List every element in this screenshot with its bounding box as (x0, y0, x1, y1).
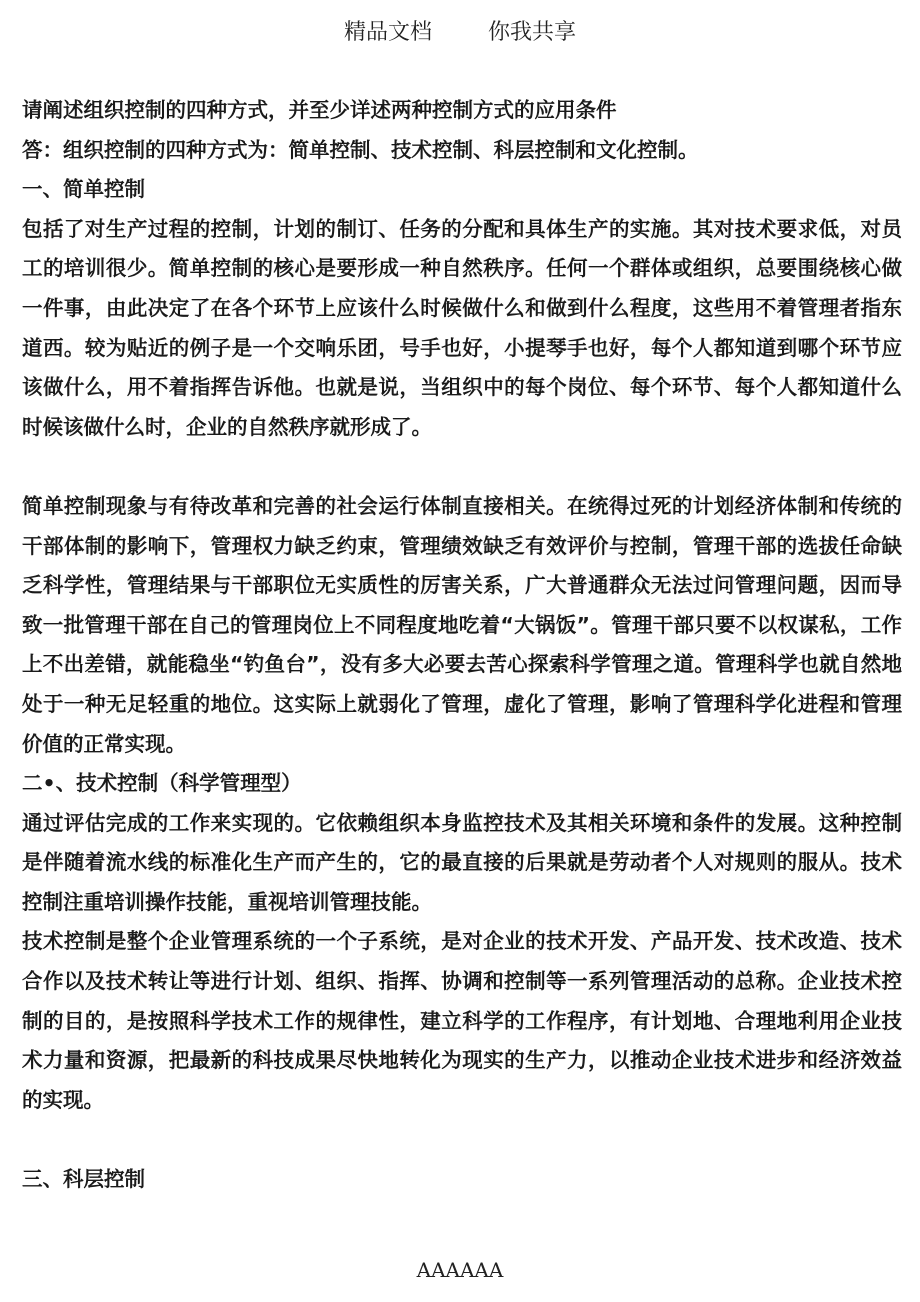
blank-line (22, 447, 902, 487)
page-footer: AAAAAA (416, 1258, 504, 1282)
paragraph: 技术控制是整个企业管理系统的一个子系统，是对企业的技术开发、产品开发、技术改造、技术合作以及技术转让等进行计划、组织、指挥、协调和控制等一系列管理活动的总称。企业技术控制的目的，是按照科学技术工作的规律性，建立科学的工作程序，有计划地、合理地利用企业技术力量和资源，把最新的科技成果尽快地转化为现实的生产力，以推动企业技术进步和经济效益的实现。 (22, 929, 902, 1112)
question-text: 请阐述组织控制的四种方式，并至少详述两种控制方式的应用条件 (22, 98, 617, 122)
paragraph: 包括了对生产过程的控制，计划的制订、任务的分配和具体生产的实施。其对技术要求低，对员工的培训很少。简单控制的核心是要形成一种自然秩序。任何一个群体或组织，总要围绕核心做一件事，由此决定了在各个环节上应该什么时候做什么和做到什么程度，这些用不着管理者指东道西。较为贴近的例子是一个交响乐团，号手也好，小提琴手也好，每个人都知道到哪个环节应该做什么，用不着指挥告诉他。也就是说，当组织中的每个岗位、每个环节、每个人都知道什么时候该做什么时，企业的自然秩序就形成了。 (22, 216, 902, 439)
answer-intro: 答：组织控制的四种方式为：简单控制、技术控制、科层控制和文化控制。 (22, 137, 699, 162)
section-heading-simple-control: 一、简单控制 (22, 177, 145, 202)
blank-line (22, 1120, 902, 1160)
section-heading-bureaucratic-control: 三、科层控制 (22, 1167, 145, 1192)
paragraph: 通过评估完成的工作来实现的。它依赖组织本身监控技术及其相关环境和条件的发展。这种控制是伴随着流水线的标准化生产而产生的，它的最直接的后果就是劳动者个人对规则的服从。技术控制注重培训操作技能，重视培训管理技能。 (22, 810, 902, 914)
paragraph: 简单控制现象与有待改革和完善的社会运行体制直接相关。在统得过死的计划经济体制和传统的干部体制的影响下，管理权力缺乏约束，管理绩效缺乏有效评价与控制，管理干部的选拔任命缺乏科学性，管理结果与干部职位无实质性的厉害关系，广大普通群众无法过问管理问题，因而导致一批管理干部在自己的管理岗位上不同程度地吃着“大锅饭”。管理干部只要不以权谋私，工作上不出差错，就能稳坐“钓鱼台”，没有多大必要去苦心探索科学管理之道。管理科学也就自然地处于一种无足轻重的地位。这实际上就弱化了管理，虚化了管理，影响了管理科学化进程和管理价值的正常实现。 (22, 493, 902, 756)
section-heading-technical-control: 二•、技术控制（科学管理型） (22, 771, 302, 796)
document-body (22, 91, 902, 1200)
page-header: 精品文档 你我共享 (344, 20, 576, 45)
